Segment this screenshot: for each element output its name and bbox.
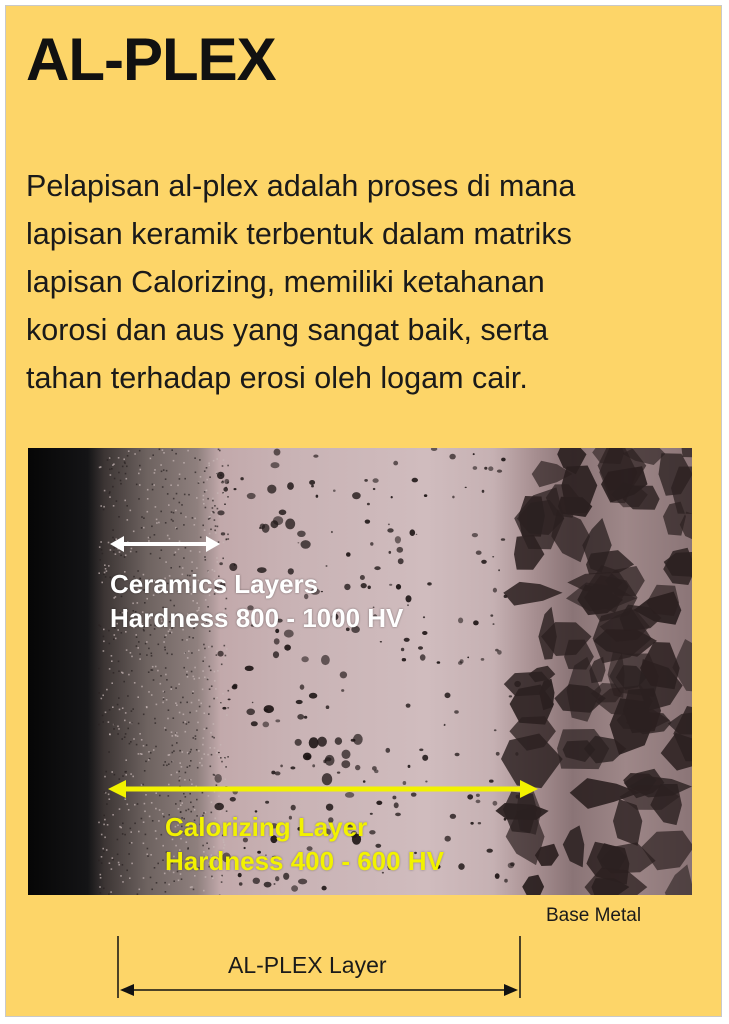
ceramics-double-headed-arrow-icon — [108, 532, 222, 556]
description-line: lapisan keramik terbentuk dalam matriks — [26, 217, 572, 251]
description-line: Pelapisan al-plex adalah proses di mana — [26, 169, 576, 203]
calorizing-double-headed-arrow-icon — [106, 776, 540, 802]
description-line: tahan terhadap erosi oleh logam cair. — [26, 361, 528, 395]
calorizing-title: Calorizing Layer — [165, 812, 368, 842]
ceramics-label — [110, 567, 403, 635]
description-line: lapisan Calorizing, memiliki ketahanan — [26, 265, 545, 299]
page-title: AL-PLEX — [26, 26, 276, 93]
ceramics-hardness: Hardness 800 - 1000 HV — [110, 603, 404, 633]
description-line: korosi dan aus yang sangat baik, serta — [26, 313, 549, 347]
ceramics-title: Ceramics Layers — [110, 569, 319, 599]
calorizing-hardness: Hardness 400 - 600 HV — [165, 846, 444, 876]
calorizing-label — [165, 810, 444, 878]
description — [26, 162, 706, 402]
base-metal-label: Base Metal — [546, 905, 642, 926]
alplex-layer-label: AL-PLEX Layer — [228, 952, 387, 978]
